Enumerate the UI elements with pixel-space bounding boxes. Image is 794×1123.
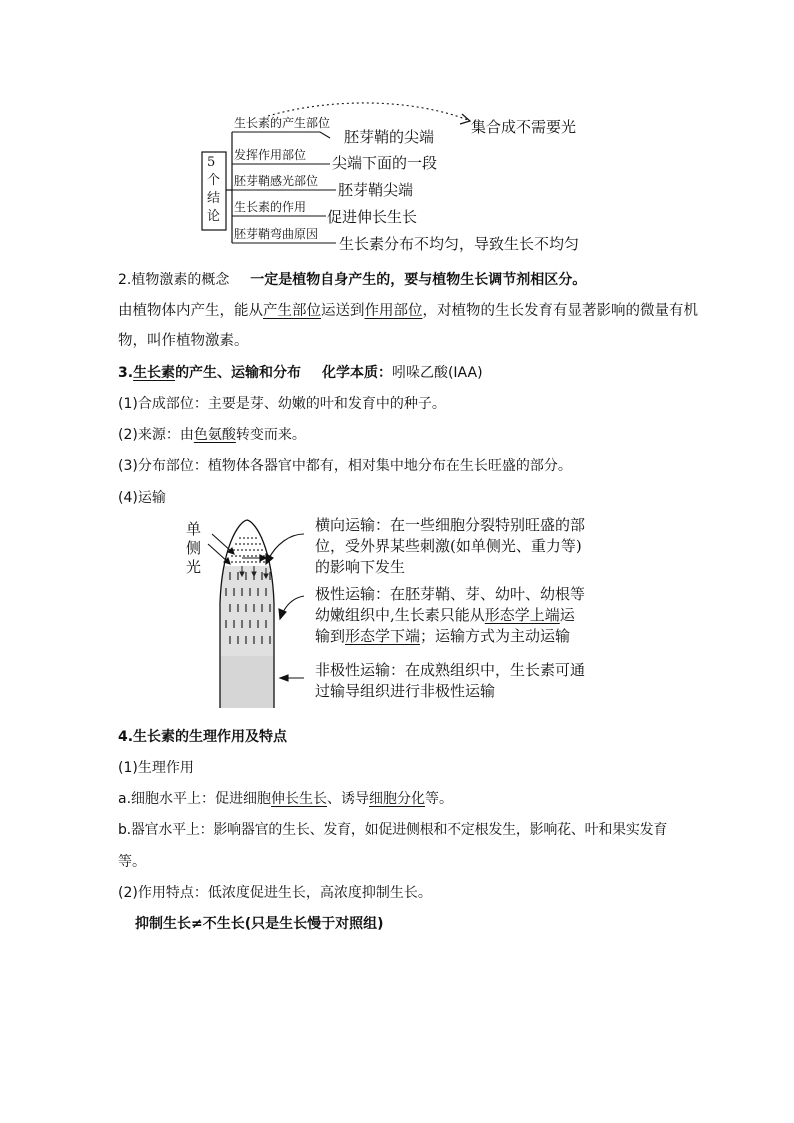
conclusion-term: 胚芽鞘弯曲原因 xyxy=(234,227,319,241)
nonpolar-line: 非极性运输：在成熟组织中，生长素可通 xyxy=(315,661,586,679)
polar-line xyxy=(315,626,585,647)
box-label-char: 5 xyxy=(207,155,216,170)
lateral-line: 位，受外界某些刺激(如单侧光、重力等) xyxy=(315,537,582,555)
text-span: ，对植物的生长发育有显著影响的微量有机 xyxy=(422,303,698,319)
text-span: 幼嫩组织中,生长素只能从 xyxy=(315,606,485,624)
section-heading: 4.生长素的生理作用及特点 xyxy=(118,729,288,745)
conclusion-answer: 促进伸长生长 xyxy=(327,208,418,226)
text-span: 等。 xyxy=(425,791,454,807)
section-3-heading-line xyxy=(118,363,483,383)
section-note: 一定是植物自身产生的，要与植物生长调节剂相区分。 xyxy=(250,272,587,288)
box-label-char: 论 xyxy=(207,209,221,224)
underlined-term: 产生部位 xyxy=(263,303,321,319)
sub-heading: (2)作用特点：低浓度促进生长，高浓度抑制生长。 xyxy=(118,885,432,901)
list-item-continuation: 等。 xyxy=(118,854,146,870)
section-number: 3. xyxy=(118,365,134,381)
text-span: 运 xyxy=(559,606,575,624)
conclusion-answer: 胚芽鞘的尖端 xyxy=(344,128,435,146)
light-label-char: 侧 xyxy=(186,539,202,557)
underlined-term: 形态学上端 xyxy=(484,606,560,624)
paragraph-line xyxy=(118,301,698,321)
conclusion-term: 生长素的作用 xyxy=(234,200,307,214)
text-span: ；运输方式为主动运输 xyxy=(420,627,571,645)
lateral-line: 的影响下发生 xyxy=(315,558,406,576)
chem-value: 吲哚乙酸(IAA) xyxy=(391,365,483,381)
nonpolar-line: 过输导组织进行非极性运输 xyxy=(315,682,496,700)
text-span: 输到 xyxy=(315,627,346,645)
lateral-line: 横向运输：在一些细胞分裂特别旺盛的部 xyxy=(315,516,586,534)
pointer-arrows xyxy=(260,530,320,690)
polar-line: 极性运输：在胚芽鞘、芽、幼叶、幼根等 xyxy=(315,585,586,603)
text-span: 转变而来。 xyxy=(235,427,306,443)
section-2-heading-line xyxy=(118,270,586,290)
note: 抑制生长≠不生长(只是生长慢于对照组) xyxy=(135,916,384,932)
text-span: 、诱导 xyxy=(327,791,370,807)
text-span: 运送到 xyxy=(321,303,365,319)
sub-heading: (1)生理作用 xyxy=(118,760,194,776)
conclusion-answer: 生长素分布不均匀，导致生长不均匀 xyxy=(339,235,580,253)
conclusion-term: 生长素的产生部位 xyxy=(234,116,331,130)
list-item: (4)运输 xyxy=(118,490,166,506)
list-item: (1)合成部位：主要是芽、幼嫩的叶和发育中的种子。 xyxy=(118,396,446,412)
chem-label: 化学本质： xyxy=(321,365,392,381)
list-item xyxy=(118,789,453,809)
list-item: b.器官水平上：影响器官的生长、发育，如促进侧根和不定根发生，影响花、叶和果实发育 xyxy=(118,822,668,838)
section-heading: 的产生、运输和分布 xyxy=(175,365,302,381)
section-heading-underlined: 生长素 xyxy=(133,365,176,381)
polar-line xyxy=(315,605,585,626)
box-label-char: 个 xyxy=(207,173,221,188)
light-label-char: 单 xyxy=(186,520,202,538)
arrow-note: 集合成不需要光 xyxy=(471,118,577,136)
underlined-term: 色氨酸 xyxy=(193,427,236,443)
conclusion-answer: 尖端下面的一段 xyxy=(332,154,438,172)
conclusion-term: 胚芽鞘感光部位 xyxy=(234,174,319,188)
underlined-term: 形态学下端 xyxy=(345,627,421,645)
text-span: (2)来源：由 xyxy=(118,427,194,443)
conclusion-term: 发挥作用部位 xyxy=(234,148,307,162)
underlined-term: 作用部位 xyxy=(364,303,423,319)
underlined-term: 细胞分化 xyxy=(369,791,426,807)
section-heading: 2.植物激素的概念 xyxy=(118,272,230,288)
paragraph-line: 物，叫作植物激素。 xyxy=(118,333,249,349)
text-span: 由植物体内产生，能从 xyxy=(118,303,263,319)
conclusion-answer: 胚芽鞘尖端 xyxy=(338,181,414,199)
underlined-term: 伸长生长 xyxy=(271,791,328,807)
list-item: (3)分布部位：植物体各器官中都有，相对集中地分布在生长旺盛的部分。 xyxy=(118,458,572,474)
light-label-char: 光 xyxy=(186,558,202,576)
box-label-char: 结 xyxy=(207,191,221,206)
list-item xyxy=(118,425,306,445)
text-span: a.细胞水平上：促进细胞 xyxy=(118,791,272,807)
